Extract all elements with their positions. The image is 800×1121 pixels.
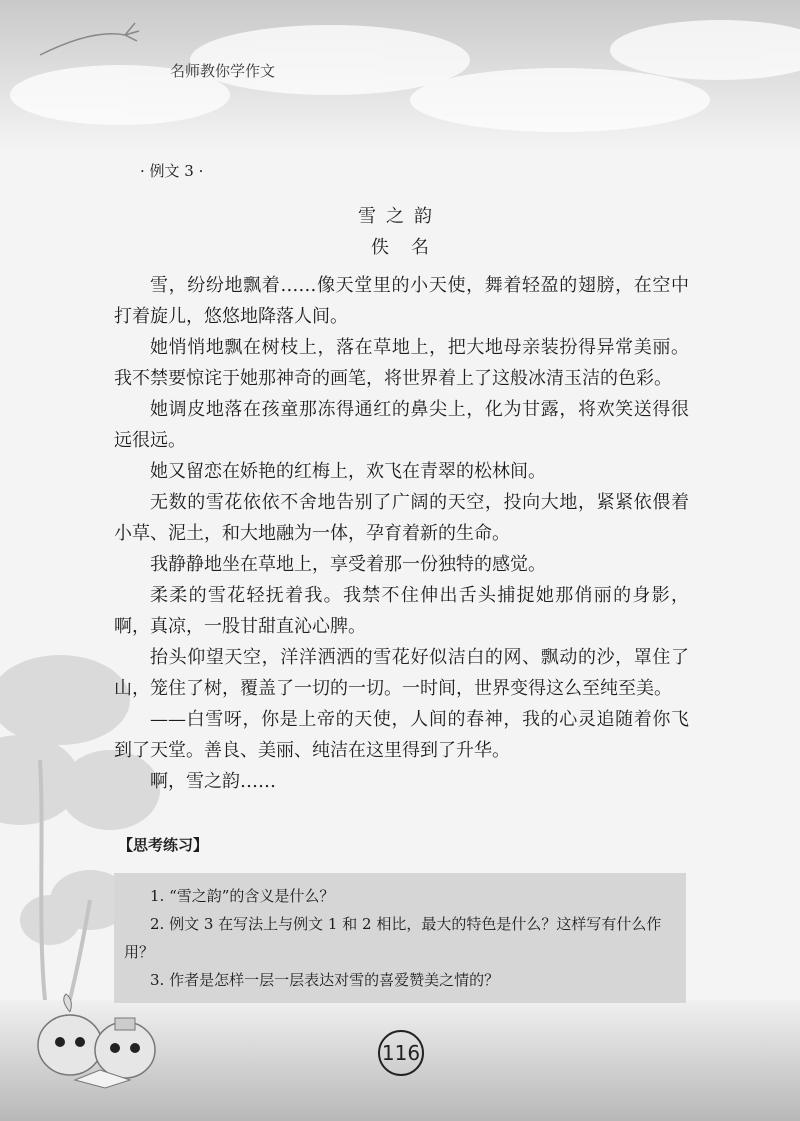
essay-paragraph: 我静静地坐在草地上，享受着那一份独特的感觉。: [150, 554, 546, 575]
exercise-question: 1. “雪之韵”的含义是什么？: [150, 887, 335, 905]
essay-paragraph: 抬头仰望天空，洋洋洒洒的雪花好似洁白的网、飘动的沙，罩住了山，笼住了树，覆盖了一切的一切。一时间，世界变得这么至纯至美。: [114, 647, 689, 699]
essay-paragraph: ——白雪呀，你是上帝的天使，人间的春神，我的心灵追随着你飞到了天堂。善良、美丽、纯洁在这里得到了升华。: [114, 709, 689, 761]
essay-title: 雪之韵: [358, 206, 442, 227]
header-title: 名师教你学作文: [170, 62, 276, 80]
essay-paragraph: 无数的雪花依依不舍地告别了广阔的天空，投向大地，紧紧依偎着小草、泥土，和大地融为一体，孕育着新的生命。: [114, 492, 689, 544]
essay-paragraph: 她又留恋在娇艳的红梅上，欢飞在青翠的松林间。: [150, 461, 546, 482]
essay-paragraph: 雪，纷纷地飘着……像天堂里的小天使，舞着轻盈的翅膀，在空中打着旋儿，悠悠地降落人间。: [114, 275, 689, 327]
exercise-question: 3. 作者是怎样一层一层表达对雪的喜爱赞美之情的？: [150, 971, 500, 989]
essay-paragraph: 她悄悄地飘在树枝上，落在草地上，把大地母亲装扮得异常美丽。我不禁要惊诧于她那神奇的画笔，将世界着上了这般冰清玉洁的色彩。: [114, 337, 689, 389]
exercise-section-label: 【思考练习】: [118, 836, 209, 854]
essay-paragraph: 啊，雪之韵……: [150, 771, 276, 792]
essay-author: 佚名: [371, 237, 451, 258]
page-number: 116: [378, 1030, 424, 1076]
essay-paragraph: 柔柔的雪花轻抚着我。我禁不住伸出舌头捕捉她那俏丽的身影，啊，真凉，一股甘甜直沁心脾。: [114, 585, 689, 637]
essay-paragraph: 她调皮地落在孩童那冻得通红的鼻尖上，化为甘露，将欢笑送得很远很远。: [114, 399, 689, 451]
essay-body: [114, 270, 689, 797]
example-label: · 例文 3 ·: [140, 162, 204, 180]
exercise-question: 2. 例文 3 在写法上与例文 1 和 2 相比，最大的特色是什么？这样写有什么作用？: [124, 915, 662, 961]
exercise-box: [114, 873, 686, 1003]
